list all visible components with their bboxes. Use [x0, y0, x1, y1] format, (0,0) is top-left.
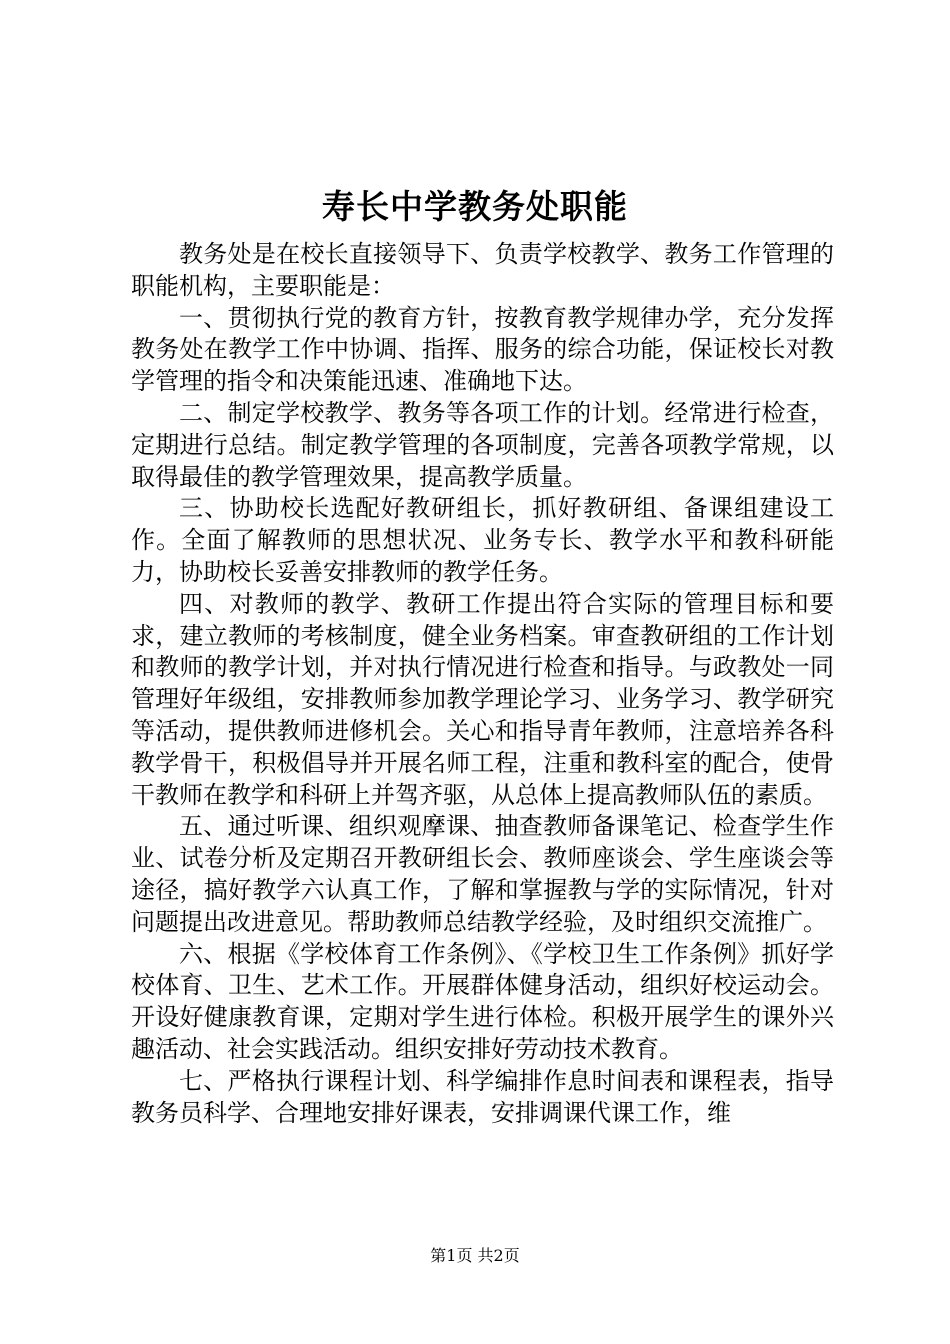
paragraph-item-2: 二、制定学校教学、教务等各项工作的计划。经常进行检查，定期进行总结。制定教学管理的各项制度，完善各项教学常规，以取得最佳的教学管理效果，提高教学质量。 — [131, 398, 834, 491]
document-body — [131, 239, 834, 1129]
paragraph-intro: 教务处是在校长直接领导下、负责学校教学、教务工作管理的职能机构，主要职能是： — [131, 240, 834, 300]
paragraph-item-6: 六、根据《学校体育工作条例》、《学校卫生工作条例》抓好学校体育、卫生、艺术工作。开展群体健身活动，组织好校运动会。开设好健康教育课，定期对学生进行体检。积极开展学生的课外兴趣活动、社会实践活动。组织安排好劳动技术教育。 — [131, 939, 834, 1063]
paragraph-item-4: 四、对教师的教学、教研工作提出符合实际的管理目标和要求，建立教师的考核制度，健全业务档案。审查教研组的工作计划和教师的教学计划，并对执行情况进行检查和指导。与政教处一同管理好年级组，安排教师参加教学理论学习、业务学习、教学研究等活动，提供教师进修机会。关心和指导青年教师，注意培养各科教学骨干，积极倡导并开展名师工程，注重和教科室的配合，使骨干教师在教学和科研上并驾齐驱，从总体上提高教师队伍的素质。 — [131, 589, 834, 809]
paragraph-item-7: 七、严格执行课程计划、科学编排作息时间表和课程表，指导教务员科学、合理地安排好课表，安排调课代课工作，维 — [131, 1066, 834, 1127]
paragraph-item-5: 五、通过听课、组织观摩课、抽查教师备课笔记、检查学生作业、试卷分析及定期召开教研组长会、教师座谈会、学生座谈会等途径，搞好教学六认真工作，了解和掌握教与学的实际情况，针对问题提出改进意见。帮助教师总结教学经验，及时组织交流推广。 — [131, 812, 834, 936]
paragraph-item-1: 一、贯彻执行党的教育方针，按教育教学规律办学，充分发挥教务处在教学工作中协调、指挥、服务的综合功能，保证校长对教学管理的指令和决策能迅速、准确地下达。 — [131, 303, 834, 396]
document-title: 寿长中学教务处职能 — [322, 187, 628, 226]
page-number-footer: 第1页 共2页 — [430, 1246, 520, 1265]
paragraph-item-3: 三、协助校长选配好教研组长，抓好教研组、备课组建设工作。全面了解教师的思想状况、业务专长、教学水平和教科研能力，协助校长妥善安排教师的教学任务。 — [131, 494, 834, 586]
